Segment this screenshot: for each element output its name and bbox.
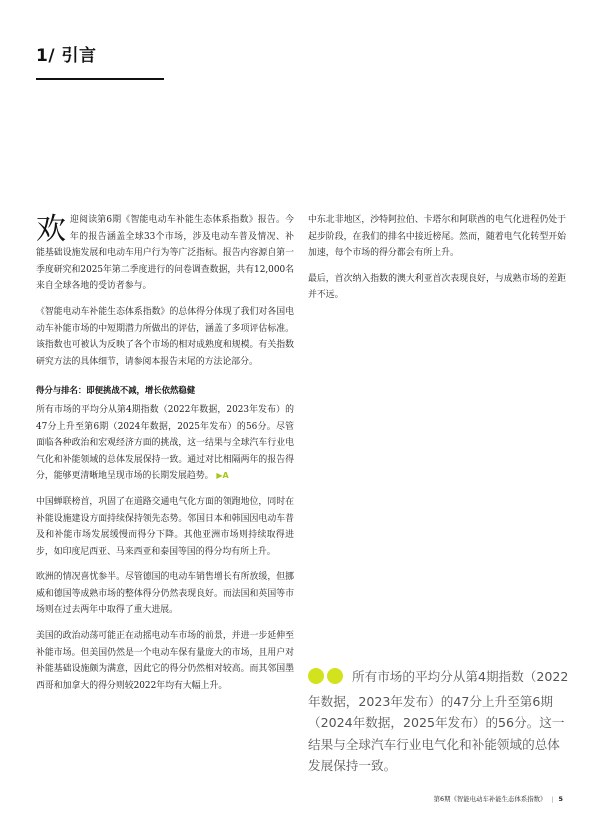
figure-reference-link[interactable]: ▶A [216, 471, 229, 481]
right-column [308, 212, 566, 313]
average-score-text: 所有市场的平均分从第4期指数（2022年数据，2023年发布）的47分上升至第6期（2024年数据，2025年发布）的56分。尽管面临各种政治和宏观经济方面的挑战，这一结果与全球汽车行业电气化和补能领域的总体发展保持一致。通过对比相隔两年的报告得分，能够更清晰地呈现市场的长期发展趋势。 [36, 404, 294, 482]
us-paragraph: 美国的政治动荡可能正在动摇电动车市场的前景，并进一步延伸至补能市场。但美国仍然是一个电动车保有量庞大的市场，且用户对补能基础设施颇为满意，因此它的得分仍然相对较高。而其邻国墨西哥和加拿大的得分则较2022年均有大幅上升。 [36, 631, 294, 691]
subheading-scores-rankings: 得分与排名：即便挑战不减，增长依然稳健 [36, 385, 196, 396]
mena-paragraph: 中东北非地区，沙特阿拉伯、卡塔尔和阿联酋的电气化进程仍处于起步阶段，在我们的排名中接近榜尾。然而，随着电气化转型开始加速，每个市场的得分都会有所上升。 [308, 215, 566, 259]
accent-dot-icon [327, 668, 343, 684]
china-asia-paragraph: 中国蝉联榜首，巩固了在道路交通电气化方面的领跑地位，同时在补能设施建设方面持续保持领先态势。邻国日本和韩国因电动车普及和补能市场发展缓慢而得分下降。其他亚洲市场则持续取得进步，如印度尼西亚、马来西亚和泰国等国的得分均有所上升。 [36, 496, 294, 557]
pull-quote [308, 666, 572, 777]
intro-paragraph [36, 212, 294, 295]
pull-quote-body: 所有市场的平均分从第4期指数（2022年数据，2023年发布）的47分上升至第6期（2024年数据，2025年发布）的56分。这一结果与全球汽车行业电气化和补能领域的总体发展保持一致。 [308, 669, 569, 773]
footer-report-title: 第6期《智能电动车补能生态体系指数》 [433, 795, 547, 803]
intro-text: 迎阅读第6期《智能电动车补能生态体系指数》报告。今年的报告涵盖全球33个市场，涉及电动车普及情况、补能基础设施发展和电动车用户行为等广泛指标。报告内容源自第一季度研究和2025年第二季度进行的问卷调查数据，共有12,000名来自全球各地的受访者参与。 [36, 215, 294, 292]
title-rule [36, 78, 164, 80]
accent-dot-icon [308, 668, 324, 684]
accent-dots-icon [308, 668, 346, 691]
australia-paragraph: 最后，首次纳入指数的澳大利亚首次表现良好，与成熟市场的差距并不远。 [308, 273, 566, 301]
europe-paragraph: 欧洲的情况喜忧参半。尽管德国的电动车销售增长有所放缓，但挪威和德国等成熟市场的整体得分仍然表现良好。而法国和英国等市场则在过去两年中取得了重大进展。 [36, 572, 294, 616]
drop-cap: 欢 [36, 212, 66, 247]
pull-quote-text [308, 666, 572, 777]
page-number: 5 [558, 795, 563, 803]
footer-separator: | [551, 795, 554, 803]
average-score-paragraph [36, 402, 294, 485]
page-footer [434, 794, 563, 803]
index-description-paragraph: 《智能电动车补能生态体系指数》的总体得分体现了我们对各国电动车补能市场的中短期潜力所做出的评估，涵盖了多项评估标准。该指数也可被认为反映了各个市场的相对成熟度和规模。有关指数研究方法的具体细节，请参阅本报告末尾的方法论部分。 [36, 306, 294, 367]
left-column [36, 212, 294, 703]
section-title: 1/ 引言 [36, 46, 97, 66]
